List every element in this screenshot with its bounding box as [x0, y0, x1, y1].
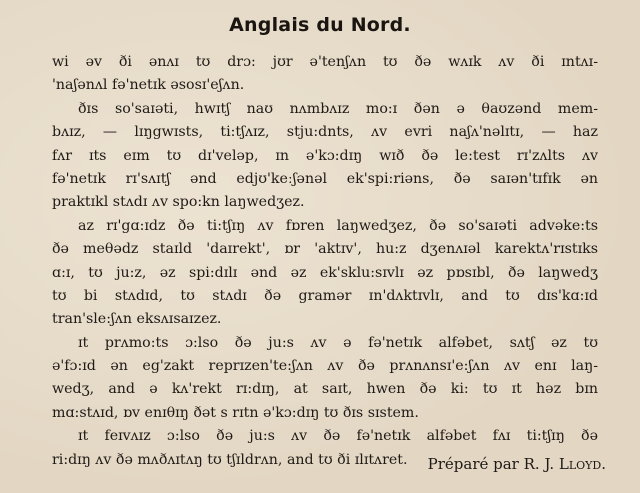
text-line: fʌr ɪts eɪm tʊ dɪ'veləp, ɪn ə'kɔ:dɪŋ wɪð ðə le:test rɪ'zʌlts ʌv: [52, 147, 598, 164]
signature-name: R. J. Lloyd.: [523, 455, 606, 473]
text-line: wedʒ, and ə kʌ'rekt rɪ:dɪŋ, at saɪt, hwen ðə ki: tʊ ɪt həz bɪn: [52, 381, 598, 398]
text-line: az rɪ'gɑ:ɪdz ðə ti:tʃɪŋ ʌv fɒren laŋwedʒez, ðə so'saɪəti advəke:ts: [78, 217, 598, 234]
text-line: 'naʃənʌl fə'netɪk əsosɪ'eʃʌn.: [52, 77, 245, 94]
text-line: tʊ bi stʌdɪd, tʊ stʌdɪ ðə gramər ɪn'dʌktɪvlɪ, and tʊ dɪs'kɑ:ɪd: [52, 287, 598, 304]
text-line: tran'sle:ʃʌn eksʌɪsaɪzez.: [52, 311, 222, 328]
text-line: ðɪs so'saɪəti, hwɪtʃ naʊ nʌmbʌɪz mo:ɪ ðən ə θaʊzənd mem-: [78, 100, 598, 117]
text-line: praktɪkl stʌdɪ ʌv spo:kn laŋwedʒez.: [52, 194, 305, 211]
text-line: ɪt feɪvʌɪz ɔ:lso ðə ju:s ʌv ðə fə'netɪk alfəbet fʌɪ ti:tʃɪŋ ðə: [78, 428, 598, 445]
body-text: [52, 51, 598, 472]
signature: [0, 455, 606, 473]
text-line: wi əv ði ənʌɪ tʊ drɔ: jʊr ə'tenʃʌn tʊ ðə wʌɪk ʌv ði ɪntʌɪ-: [52, 54, 598, 70]
page-title: Anglais du Nord.: [229, 14, 411, 36]
text-line: ɪt prʌmo:ts ɔ:lso ðə ju:s ʌv ə fə'netɪk alfəbet, sʌtʃ əz tʊ: [78, 334, 598, 351]
text-line: fə'netɪk rɪ'sʌɪtʃ ənd edjʊ'keːʃənəl ek'spi:riəns, ðə saɪən'tɪfɪk ən: [52, 170, 598, 187]
text-line: ðə meθədz staɪld 'daɪrekt', ɒr 'aktɪv', hu:z dʒenʌɪəl karektʌ'rɪstɪks: [52, 241, 598, 258]
text-line: ri:dɪŋ ʌv ðə mʌðʌɪtʌŋ tʊ tʃɪldrʌn, and tʊ ði ɪlɪtʌret.: [52, 451, 408, 468]
text-line: mɑ:stʌɪd, ɒv enɪθɪŋ ðət s rɪtn ə'kɔ:dɪŋ tʊ ðɪs sɪstem.: [52, 404, 419, 421]
text-line: bʌɪz, — lɪŋgwɪsts, ti:tʃʌɪz, stju:dnts, ʌv evri naʃʌ'nəlɪtɪ, — haz: [52, 124, 598, 141]
text-line: ɑ:ɪ, tʊ ju:z, əz spi:dɪlɪ ənd əz ek'sklu:sɪvlɪ əz pɒsɪbl, ðə laŋwedʒ: [52, 264, 598, 281]
text-line: ə'fɔ:ɪd ən eg'zakt reprɪzen'te:ʃʌn ʌv ðə prʌnʌnsɪ'e:ʃʌn ʌv enɪ laŋ-: [52, 358, 598, 375]
signature-prefix: Préparé par: [427, 455, 519, 473]
